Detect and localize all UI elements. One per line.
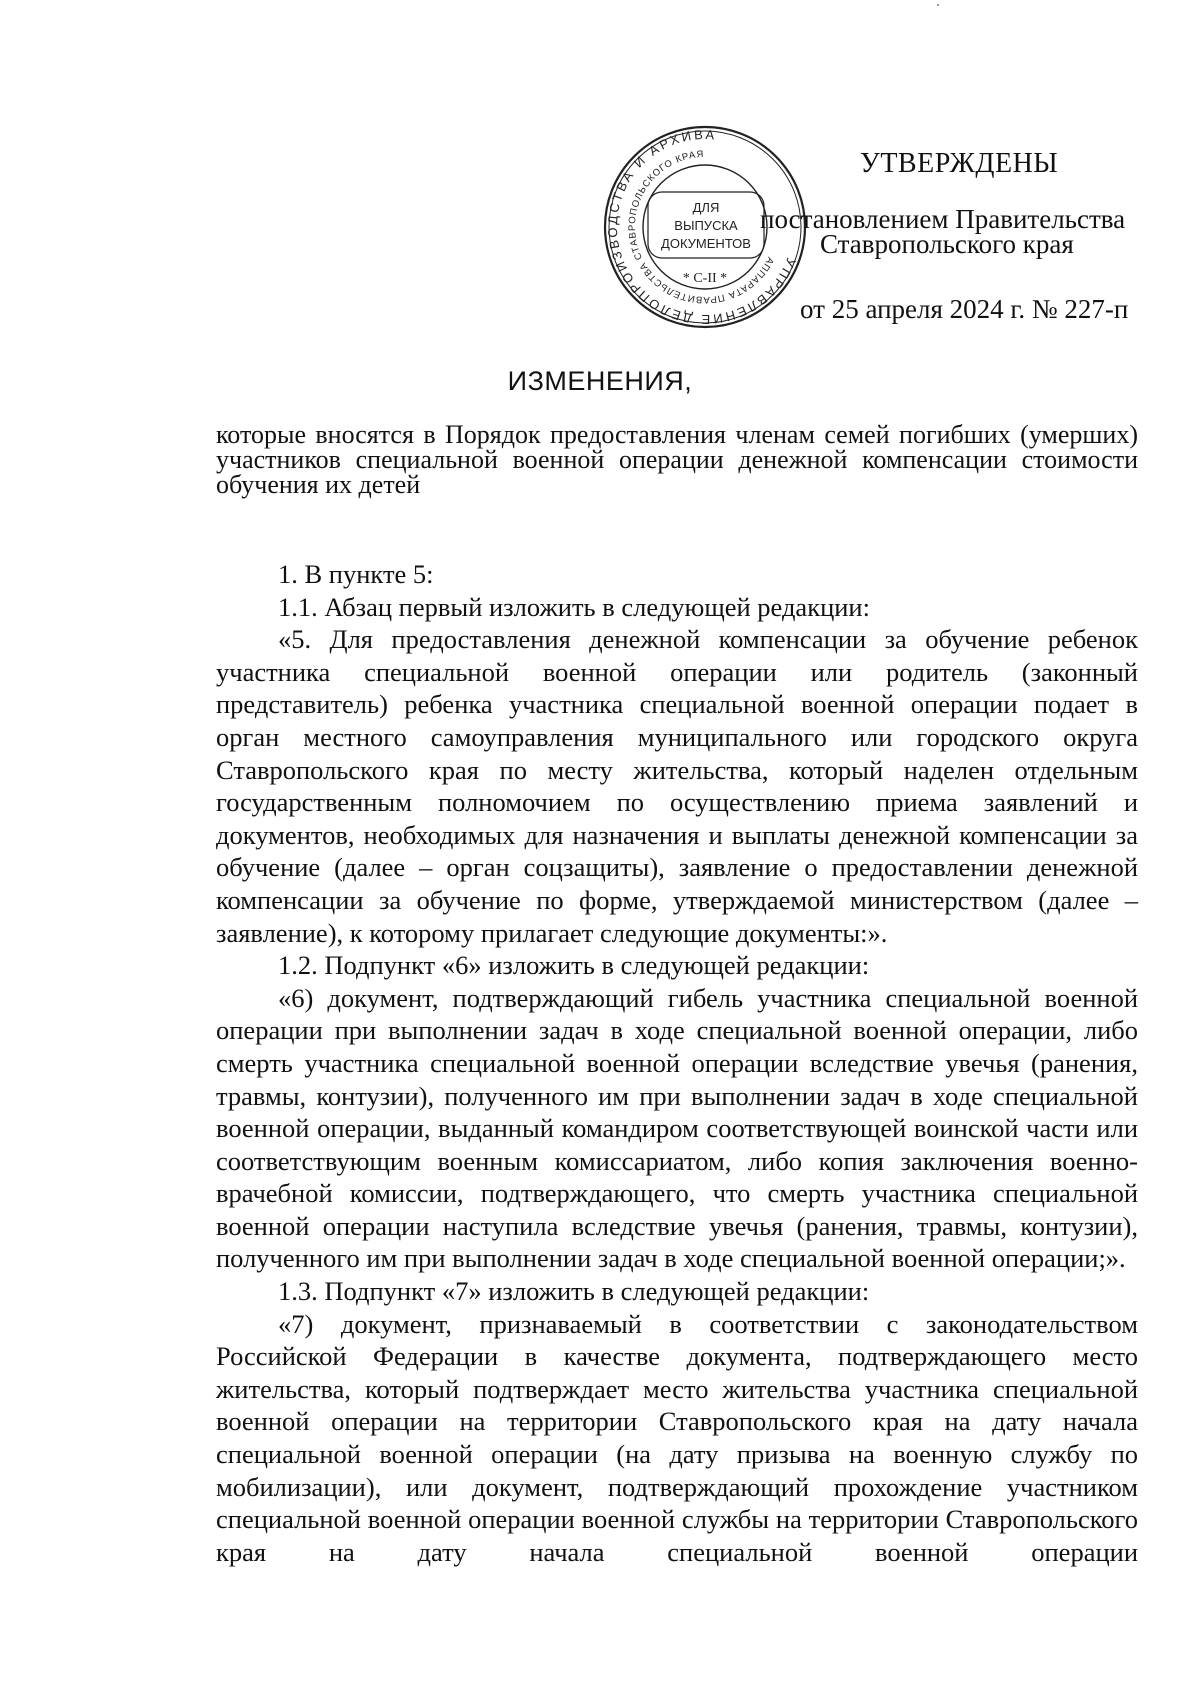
stamp-center-line-2: ВЫПУСКА [674,218,738,233]
paragraph: 1. В пункте 5: [278,559,434,589]
approval-title: УТВЕРЖДЕНЫ [860,148,1059,179]
stamp-inner-ring-text: АППАРАТА ПРАВИТЕЛЬСТВА СТАВРОПОЛЬСКОГО КРАЯ [626,148,776,306]
approval-line-1: постановлением Правительства [760,204,1126,234]
paragraph: «6) документ, подтверждающий гибель участника специальной военной операции при выполнении задач в ходе специальной военной операции, либо смерть участника специальной военной операции вследствие увечья (ранения, травмы, контузии), полученного им при выполнении задач в ходе специальной военной операции, выданный командиром соответствующей воинской части или соответствующим военным комиссариатом, либо копия заключения военно-врачебной комиссии, подтверждающего, что смерть участника специальной военной операции наступила вследствие увечья (ранения, травмы, контузии), полученного им при выполнении задач в ходе специальной военной операции;». [216,982,1138,1274]
document-subtitle: которые вносятся в Порядок предоставления членам семей погибших (умерших) участников специальной военной операции денежной компенсации стоимости обучения их детей [216,420,1138,499]
approval-line-2: Ставропольского края [820,229,1074,259]
paragraph: 1.1. Абзац первый изложить в следующей редакции: [278,591,870,622]
paragraph: «7) документ, признаваемый в соответствии с законодательством Российской Федерации в качестве документа, подтверждающего место жительства, который подтверждает место жительства участника специальной военной операции на территории Ставропольского края на дату начала специальной военной операции (на дату призыва на военную службу по мобилизации), или документ, подтверждающий прохождение участником специальной военной операции военной службы на территории Ставропольского края на дату начала специальной военной операции [216,1308,1138,1567]
paragraph: 1.3. Подпункт «7» изложить в следующей редакции: [278,1276,870,1307]
paragraph: «5. Для предоставления денежной компенсации за обучение ребенок участника специальной военной операции или родитель (законный представитель) ребенка участника специальной военной операции подает в орган местного самоуправления муниципального или городского округа Ставропольского края по месту жительства, который наделен отдельным государственным полномочием по осуществлению приема заявлений и документов, необходимых для назначения и выплаты денежной компенсации за обучение (далее – орган соцзащиты), заявление о предоставлении денежной компенсации за обучение по форме, утверждаемой министерством (далее – заявление), к которому прилагает следующие документы:». [216,624,1138,948]
paragraph: 1.2. Подпункт «6» изложить в следующей редакции: [278,950,870,981]
stamp-bottom-code: * С-II * [682,271,728,286]
scan-speck [937,4,939,6]
document-body [216,558,1138,1568]
approval-line-3: от 25 апреля 2024 г. № 227-п [800,294,1129,324]
stamp-outer-ring-text: УПРАВЛЕНИЕ ДЕЛОПРОИЗВОДСТВА И АРХИВА [604,126,799,328]
stamp-center-line-1: ДЛЯ [692,200,720,215]
stamp-center-line-3: ДОКУМЕНТОВ [661,236,751,251]
document-title: ИЗМЕНЕНИЯ, [507,366,693,396]
